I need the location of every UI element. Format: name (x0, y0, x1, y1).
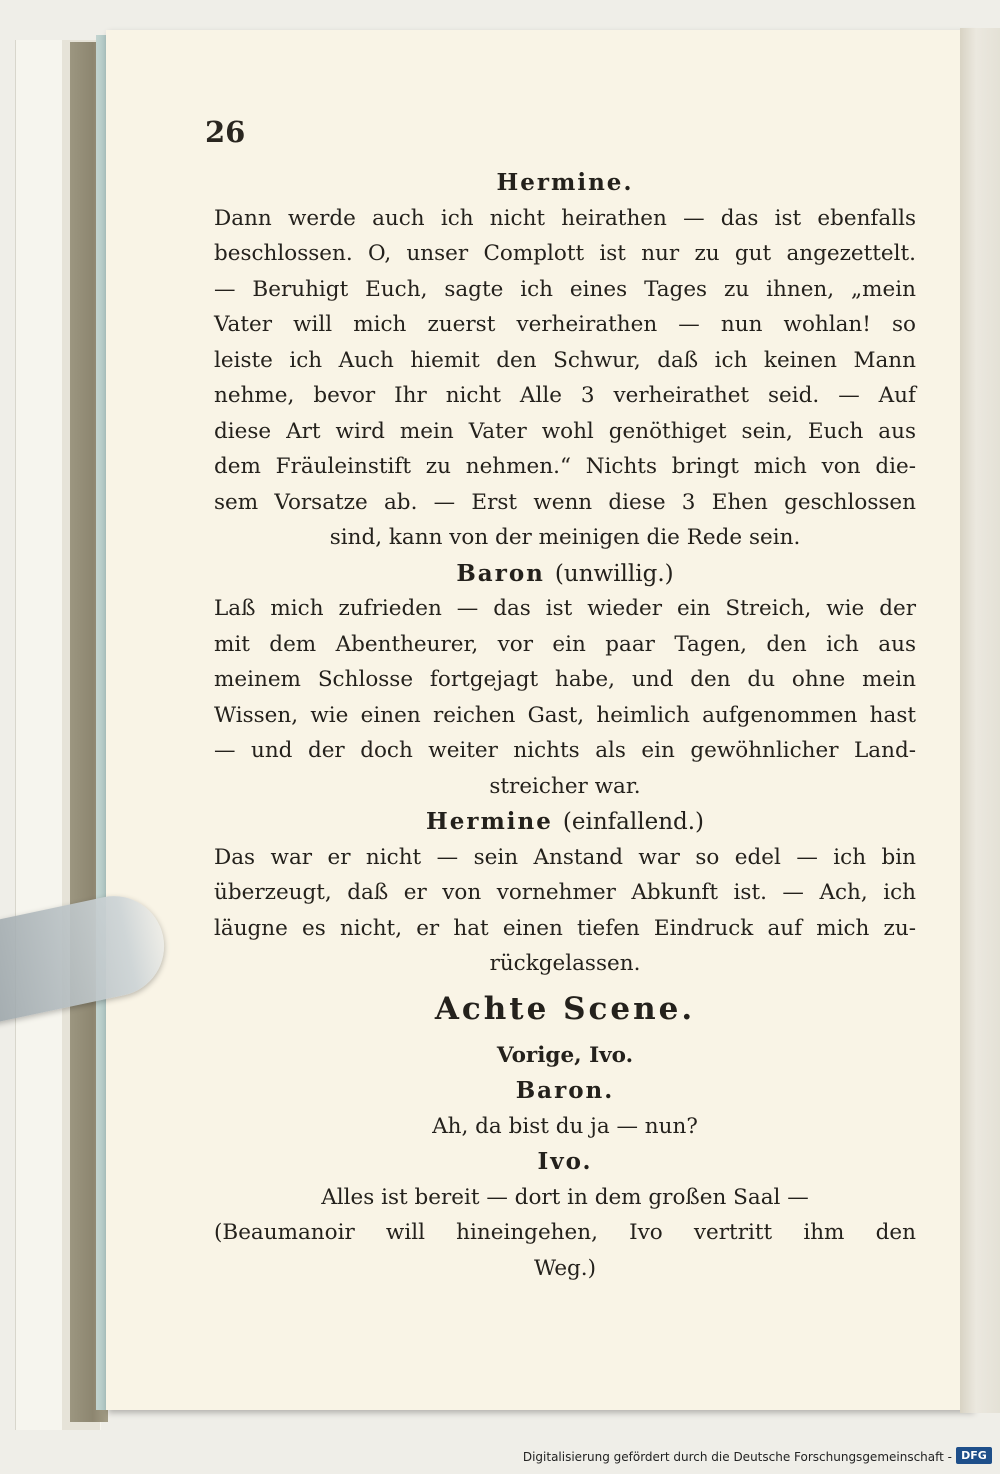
text-line: meinem Schlosse fortgejagt habe, und den du ohne mein (214, 667, 916, 692)
dialogue-line: Alles ist bereit — dort in dem großen Saal — (321, 1184, 809, 1210)
stage-direction: (unwillig.) (554, 560, 674, 587)
speaker-name: Hermine. (496, 169, 634, 196)
speaker-name: Hermine (425, 808, 553, 835)
paragraph (214, 201, 916, 556)
speaker-name: Baron (456, 559, 545, 587)
text-line: Weg.) (533, 1255, 597, 1281)
text-line: Das war er nicht — sein Anstand war so edel — ich bin (214, 844, 916, 870)
speaker-name: Ivo. (537, 1148, 593, 1175)
text-line: rückgelassen. (489, 951, 641, 976)
text-line: sem Vorsatze ab. — Erst wenn diese 3 Ehen geschlossen (214, 489, 916, 515)
stage-direction: (einfallend.) (562, 809, 705, 835)
page-stack-edge (960, 28, 1000, 1413)
text-line: Laß mich zufrieden — das ist wieder ein Streich, wie der (214, 596, 916, 621)
text-line: mit dem Abentheurer, vor ein paar Tagen, den ich aus (214, 631, 916, 657)
text-line: — Beruhigt Euch, sagte ich eines Tages zu ihnen, „mein (214, 276, 916, 302)
scene-heading: Achte Scene. (434, 990, 696, 1027)
text-line: — und der doch weiter nichts als ein gewöhnlicher Land- (214, 738, 916, 763)
dialogue-line: Ah, da bist du ja — nun? (432, 1113, 698, 1139)
paragraph (214, 591, 916, 804)
speaker-heading (214, 1073, 916, 1109)
page-text (214, 165, 916, 1286)
dfg-logo: DFG (956, 1447, 992, 1464)
speaker-name: Baron. (515, 1077, 615, 1104)
speaker-heading (214, 556, 916, 592)
characters-present: Vorige, Ivo. (496, 1042, 634, 1068)
text-line: (Beaumanoir will hineingehen, Ivo vertritt ihm den (214, 1220, 916, 1245)
text-line: diese Art wird mein Vater wohl genöthiget sein, Euch aus (214, 418, 916, 444)
speaker-heading (214, 1144, 916, 1180)
paragraph (214, 1215, 916, 1286)
speaker-heading (214, 165, 916, 201)
text-line: sind, kann von der meinigen die Rede sein. (329, 525, 801, 550)
text-line: Dann werde auch ich nicht heirathen — das ist ebenfalls (214, 205, 916, 231)
text-line: leiste ich Auch hiemit den Schwur, daß ich keinen Mann (214, 347, 916, 373)
text-line: beschlossen. O, unser Complott ist nur zu gut angezettelt. (214, 241, 916, 266)
text-line: Wissen, wie einen reichen Gast, heimlich aufgenommen hast (214, 702, 916, 728)
text-line: streicher war. (489, 773, 641, 799)
speaker-heading (214, 804, 916, 840)
text-line: dem Fräuleinstift zu nehmen.“ Nichts bringt mich von die- (214, 454, 916, 479)
text-line: überzeugt, daß er von vornehmer Abkunft ist. — Ach, ich (214, 880, 916, 905)
page-number: 26 (205, 115, 246, 149)
paragraph (214, 840, 916, 982)
text-line: läugne es nicht, er hat einen tiefen Eindruck auf mich zu- (214, 915, 916, 941)
text-line: Vater will mich zuerst verheirathen — nun wohlan! so (214, 312, 916, 337)
digitization-credit: Digitalisierung gefördert durch die Deutsche Forschungsgemeinschaft - (522, 1450, 952, 1464)
text-line: nehme, bevor Ihr nicht Alle 3 verheirathet seid. — Auf (214, 383, 916, 408)
